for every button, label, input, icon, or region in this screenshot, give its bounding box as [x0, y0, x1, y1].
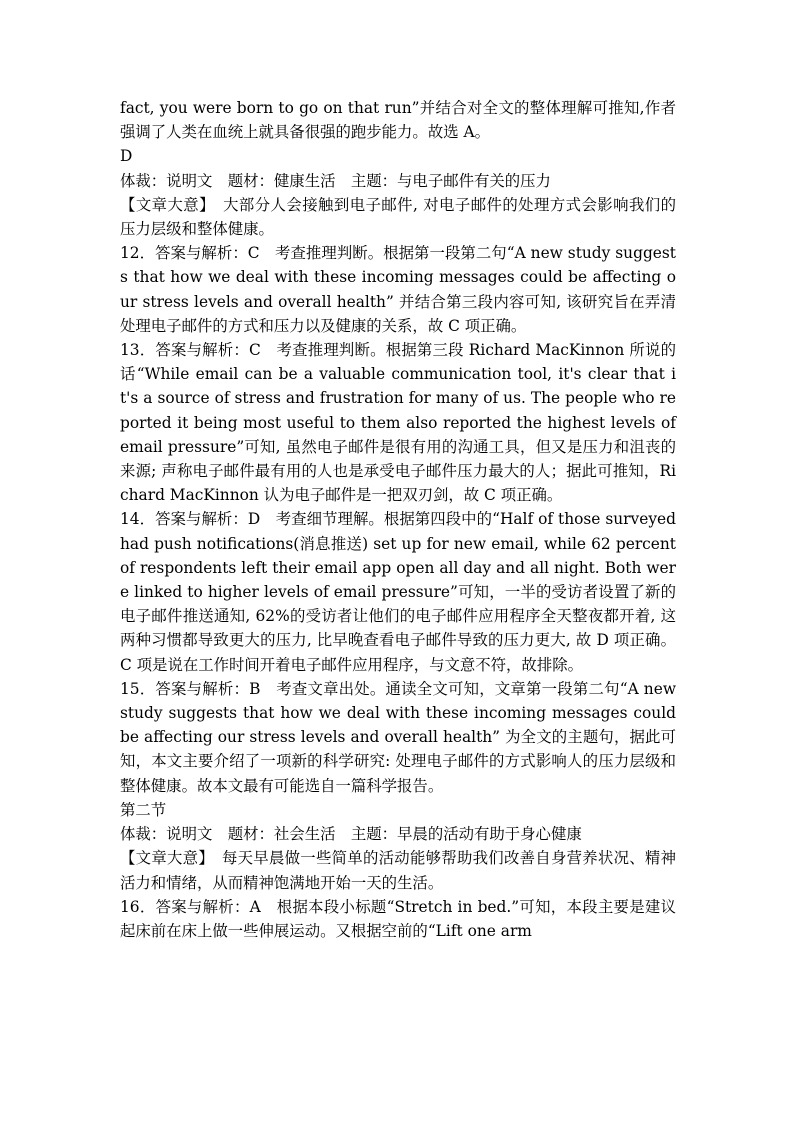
paragraph-genre-line: 体裁：说明文 题材：健康生活 主题：与电子邮件有关的压力 [120, 171, 551, 190]
paragraph-answer-14: 14．答案与解析：D 考查细节理解。根据第四段中的“Half of those surveyed had push notifications(消息推送) set up for new email, while 62 percent of respondents left their email app open all day and all night. Both were linked to higher levels of email pressure”可知，一半的受访者设置了新的电子邮件推送通知, 62%的受访者让他们的电子邮件应用程序全天整夜都开着, 这两种习惯都导致更大的压力, 比早晚查看电子邮件导致的压力更大, 故 D 项正确。C 项是说在工作时间开着电子邮件应用程序，与文意不符，故排除。 [120, 510, 676, 674]
paragraph-answer-15: 15．答案与解析：B 考查文章出处。通读全文可知，文章第一段第二句“A new study suggests that how we deal with these incoming messages could be affecting our stress levels and overall health” 为全文的主题句，据此可知，本文主要介绍了一项新的科学研究: 处理电子邮件的方式影响人的压力层级和整体健康。故本文最有可能选自一篇科学报告。 [120, 679, 676, 795]
section-heading: 第二节 [120, 800, 167, 819]
paragraph-passage-label: D [120, 147, 133, 166]
paragraph-genre-line-2: 体裁：说明文 题材：社会生活 主题：早晨的活动有助于身心健康 [120, 825, 582, 844]
document-page [120, 96, 676, 943]
paragraph-prev-continuation: fact, you were born to go on that run”并结合对全文的整体理解可推知,作者强调了人类在血统上就具备很强的跑步能力。故选 A。 [120, 99, 676, 142]
paragraph-answer-16: 16．答案与解析：A 根据本段小标题“Stretch in bed.”可知，本段主要是建议起床前在床上做一些伸展运动。又根据空前的“Lift one arm [120, 897, 676, 940]
paragraph-summary: 【文章大意】 大部分人会接触到电子邮件, 对电子邮件的处理方式会影响我们的压力层级和整体健康。 [120, 195, 676, 239]
paragraph-summary-2: 【文章大意】 每天早晨做一些简单的活动能够帮助我们改善自身营养状况、精神活力和情绪，从而精神饱满地开始一天的生活。 [120, 849, 676, 892]
paragraph-answer-13: 13．答案与解析：C 考查推理判断。根据第三段 Richard MacKinnon 所说的话“While email can be a valuable communication tool, it's clear that it's a source of stress and frustration for many of us. The people who reported it being most useful to them also reported the highest levels of email pressure”可知, 虽然电子邮件是很有用的沟通工具，但又是压力和沮丧的来源; 声称电子邮件最有用的人也是承受电子邮件压力最大的人；据此可推知，Richard MacKinnon 认为电子邮件是一把双刃剑，故 C 项正确。 [120, 341, 676, 505]
paragraph-answer-12: 12．答案与解析：C 考查推理判断。根据第一段第二句“A new study suggests that how we deal with these incoming messages could be affecting our stress levels and overall health” 并结合第三段内容可知, 该研究旨在弄清处理电子邮件的方式和压力以及健康的关系，故 C 项正确。 [120, 244, 676, 335]
